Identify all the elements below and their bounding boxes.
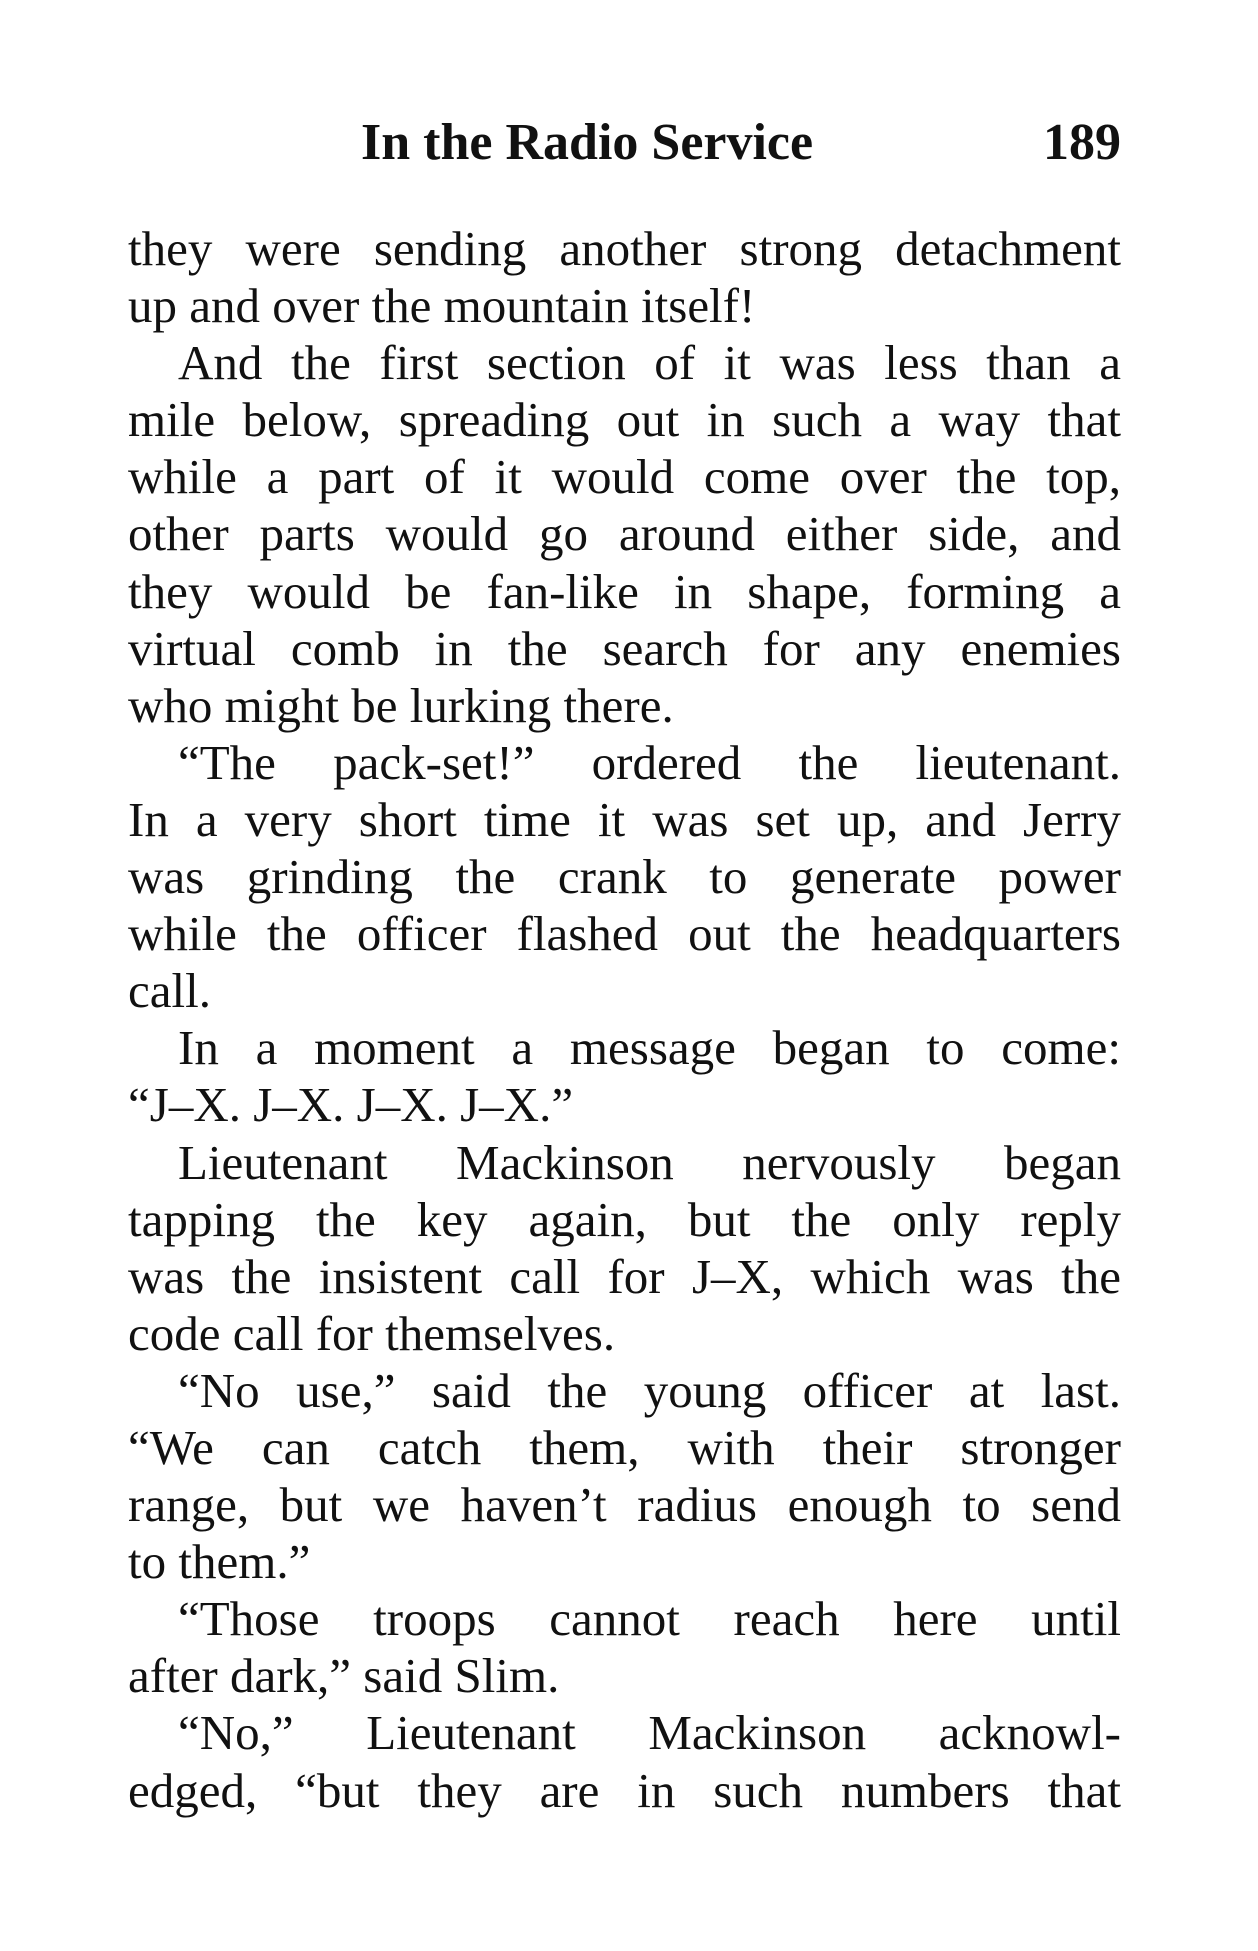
page-number: 189 — [1043, 114, 1121, 171]
text-line: up and over the mountain itself! — [128, 278, 756, 334]
text-line: “We can catch them, with their stronger — [128, 1419, 1121, 1475]
text-line: other parts would go around either side, and — [128, 506, 1121, 562]
text-line: mile below, spreading out in such a way that — [128, 392, 1121, 448]
text-line: Lieutenant Mackinson nervously began — [178, 1134, 1121, 1190]
text-line: And the first section of it was less than a — [178, 335, 1121, 391]
running-head-title: In the Radio Service — [361, 114, 814, 171]
text-line: range, but we haven’t radius enough to send — [128, 1477, 1121, 1533]
text-line: code call for themselves. — [128, 1305, 616, 1361]
text-line: who might be lurking there. — [128, 677, 674, 733]
text-line: “Those troops cannot reach here until — [178, 1591, 1121, 1647]
text-line: In a very short time it was set up, and Jerry — [128, 791, 1121, 847]
text-line: virtual comb in the search for any enemies — [128, 620, 1121, 676]
text-line: “No use,” said the young officer at last. — [178, 1362, 1121, 1418]
text-line: “No,” Lieutenant Mackinson acknowl- — [178, 1705, 1121, 1761]
text-line: while the officer flashed out the headquarters — [128, 906, 1121, 962]
text-line: tapping the key again, but the only reply — [128, 1191, 1121, 1247]
running-head — [128, 108, 1121, 178]
text-line: to them.” — [128, 1534, 311, 1590]
text-line: they were sending another strong detachment — [128, 221, 1121, 276]
text-line: “The pack-set!” ordered the lieutenant. — [178, 734, 1121, 790]
body-text — [128, 220, 1121, 1819]
text-line: “J–X. J–X. J–X. J–X.” — [128, 1077, 574, 1133]
text-line: In a moment a message began to come: — [178, 1020, 1121, 1076]
text-line: was the insistent call for J–X, which was the — [128, 1248, 1121, 1304]
text-line: call. — [128, 963, 211, 1019]
text-line: was grinding the crank to generate power — [128, 849, 1121, 905]
text-line: while a part of it would come over the top, — [128, 449, 1121, 505]
text-line: after dark,” said Slim. — [128, 1648, 560, 1704]
text-line: edged, “but they are in such numbers that — [128, 1762, 1121, 1818]
text-line: they would be fan-like in shape, forming a — [128, 563, 1121, 619]
